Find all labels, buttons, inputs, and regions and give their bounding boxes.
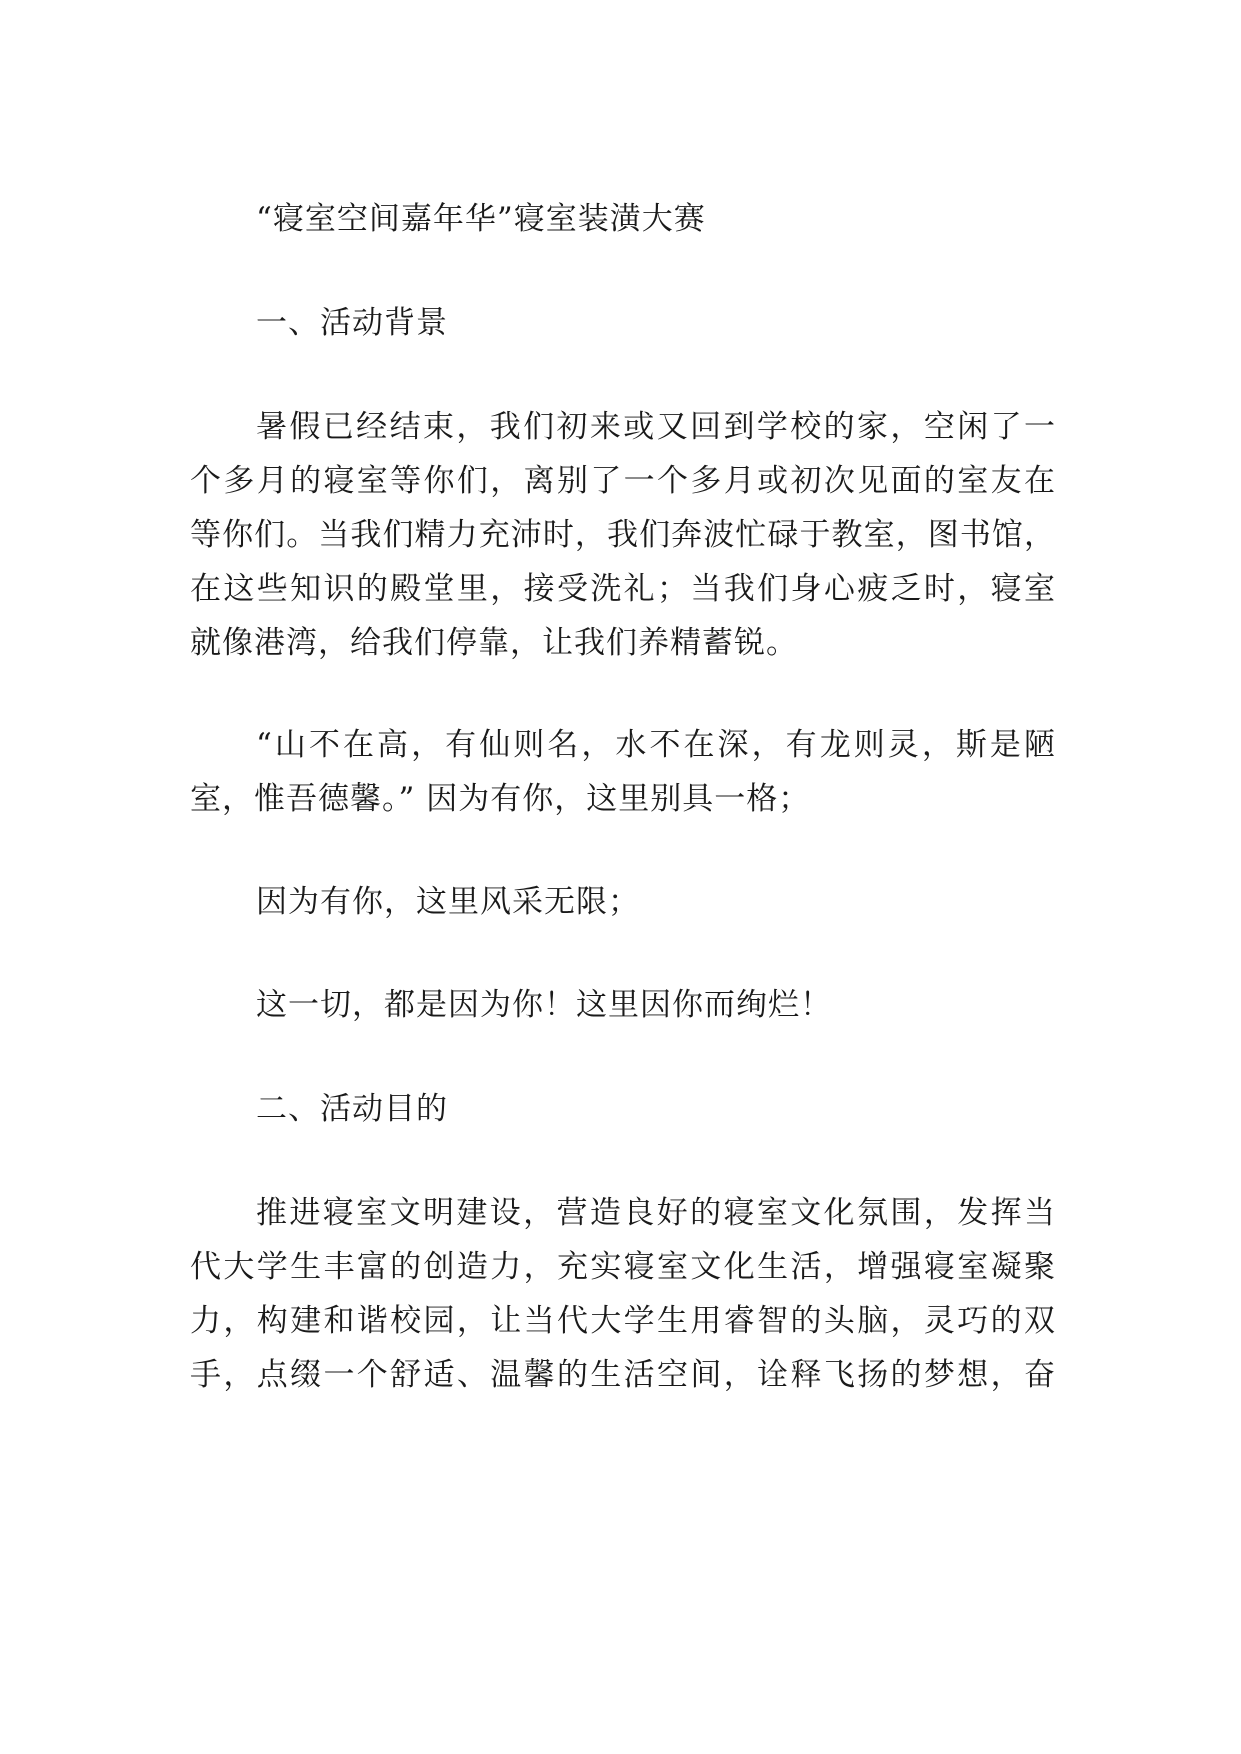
paragraph-line: “山不在高，有仙则名，水不在深，有龙则灵，斯是陋 [256,727,1056,763]
paragraph-line: 室，惟吾德馨。” 因为有你，这里别具一格； [190,781,811,817]
paragraph-line: 等你们。当我们精力充沛时，我们奔波忙碌于教室，图书馆， [190,517,1056,553]
section-heading-background: 一、活动背景 [256,305,448,341]
paragraph-line: 个多月的寝室等你们，离别了一个多月或初次见面的室友在 [190,463,1056,499]
paragraph-line: 推进寝室文明建设，营造良好的寝室文化氛围，发挥当 [256,1195,1056,1231]
paragraph-line: 手，点缀一个舒适、温馨的生活空间，诠释飞扬的梦想，奋 [190,1357,1056,1393]
paragraph-line: 暑假已经结束，我们初来或又回到学校的家，空闲了一 [256,409,1056,445]
paragraph-line: 代大学生丰富的创造力，充实寝室文化生活，增强寝室凝聚 [190,1249,1056,1285]
paragraph-line: 力，构建和谐校园，让当代大学生用睿智的头脑，灵巧的双 [190,1303,1056,1339]
section-heading-purpose: 二、活动目的 [256,1091,448,1127]
paragraph-line: 就像港湾，给我们停靠，让我们养精蓄锐。 [190,625,798,661]
paragraph-line: 在这些知识的殿堂里，接受洗礼；当我们身心疲乏时，寝室 [190,571,1056,607]
document-title: “寝室空间嘉年华”寝室装潢大赛 [256,201,706,237]
paragraph-line: 因为有你，这里风采无限； [256,884,640,920]
paragraph-line: 这一切，都是因为你！这里因你而绚烂！ [256,987,832,1023]
